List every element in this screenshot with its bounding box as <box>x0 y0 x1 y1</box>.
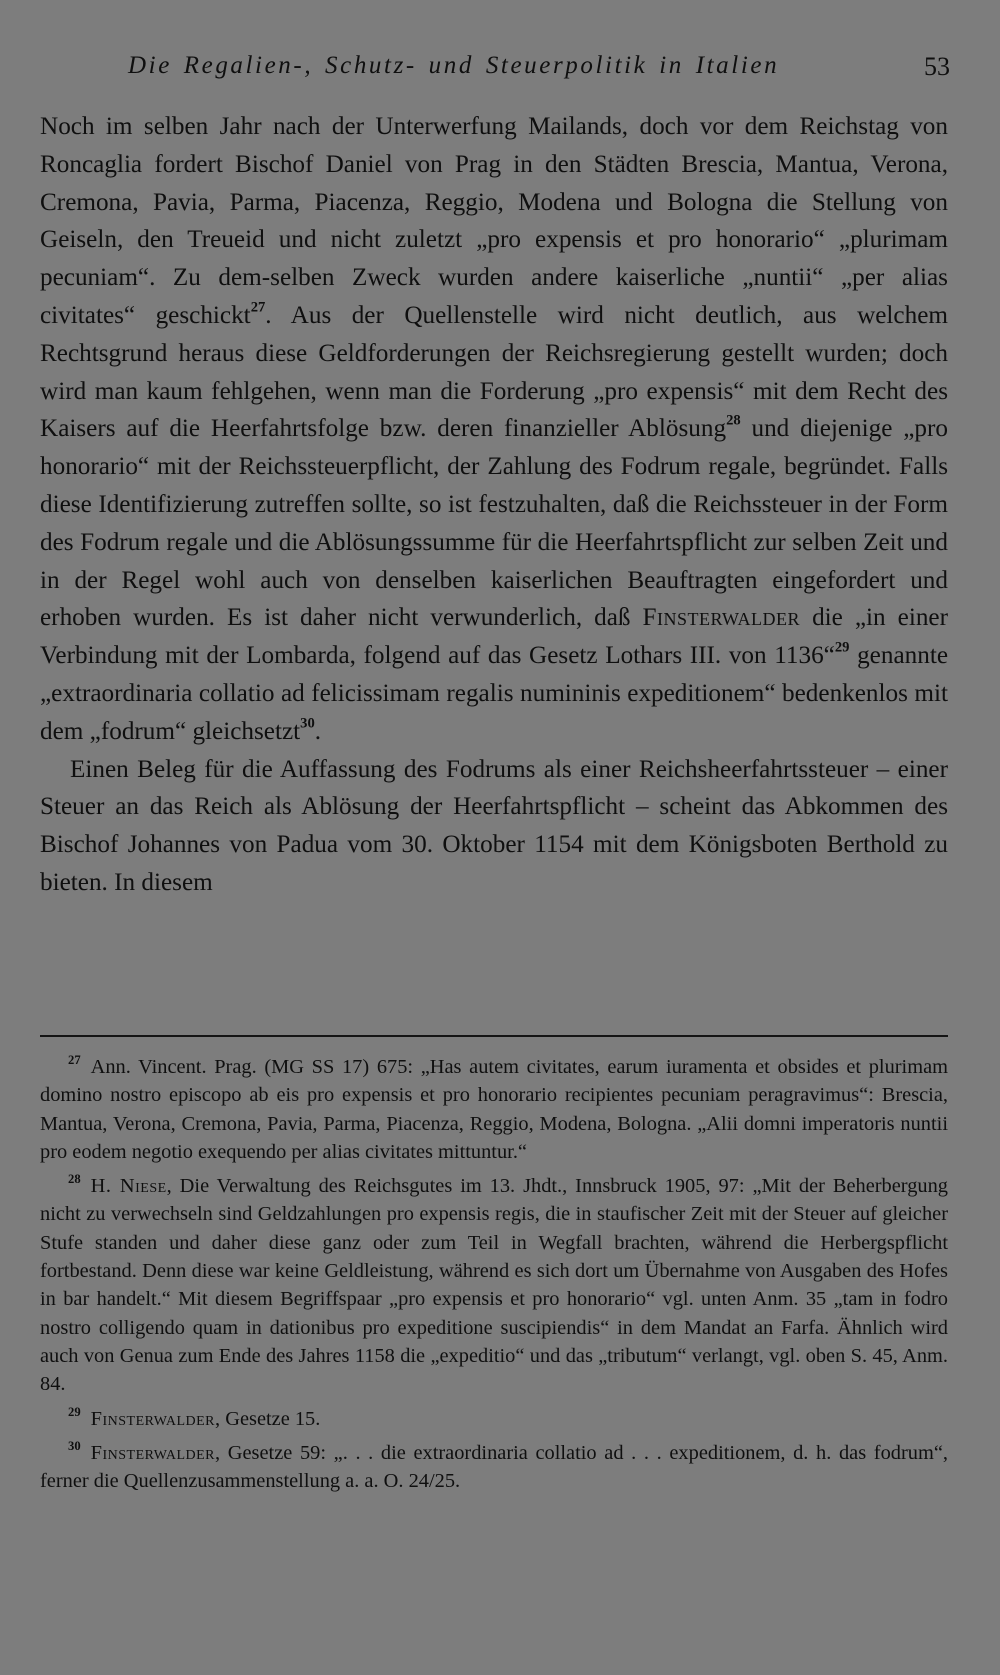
footnote-ref-27[interactable]: 27 <box>250 299 266 316</box>
footnote-ref-28[interactable]: 28 <box>726 412 741 429</box>
text-run: Noch im selben Jahr nach der Unterwerfung Mailands, doch vor dem Reichstag von Roncaglia fordert Bischof Daniel von Prag in den Städten Brescia, Mantua, Verona, Cremona, Pavia, Parma, Piacenza, Reggio, Modena und Bologna die Stellung von Geiseln, den Treueid und nicht zuletzt „pro expensis et pro honorario“ „plurimam pecuniam“. Zu dem-selben Zweck wurden andere kaiserliche „nuntii“ „per alias civitates“ geschickt <box>40 113 948 329</box>
main-text <box>40 108 948 902</box>
paragraph-2: Einen Beleg für die Auffassung des Fodrums als einer Reichsheerfahrtssteuer – einer Steuer an das Reich als Ablösung der Heerfahrtspflicht – scheint das Abkommen des Bischof Johannes von Padua vom 30. Oktober 1154 mit dem Königsboten Berthold zu bieten. In diesem <box>40 755 948 896</box>
footnote-29 <box>40 1405 948 1433</box>
text-run: und diejenige „pro honorario“ mit der Reichssteuerpflicht, der Zahlung des Fodrum regale, begründet. Falls diese Identifizierung zutreffen sollte, so ist festzuhalten, daß die Reichssteuer in der Form des Fodrum regale und die Ablösungssumme für die Heerfahrtspflicht zur selben Zeit und in der Regel wohl auch von denselben kaiserlichen Beauftragten eingefordert und erhoben wurden. Es ist daher nicht verwunderlich, daß <box>40 415 948 632</box>
author-name: H. Niese <box>90 1175 167 1198</box>
footnote-number: 30 <box>68 1439 81 1454</box>
paragraph-1 <box>40 108 948 751</box>
author-name: Finsterwalder <box>90 1407 216 1430</box>
footnote-number: 29 <box>68 1404 81 1419</box>
footnote-text: , Die Verwaltung des Reichsgutes im 13. Jhdt., Innsbruck 1905, 97: „Mit der Beherbergung nicht zu verwechseln sind Geldzahlungen pro expensis regis, die in staufischer Zeit mit der Steuer auf gleicher Stufe standen und daher diese ganz oder zum Teil in Wegfall brachten, während die Herbergspflicht fortbestand. Denn diese war keine Geldleistung, während es sich dort um Übernahme von Ausgaben des Hofes in bar handelt.“ Mit diesem Begriffspaar „pro expensis et pro honorario“ vgl. unten Anm. 35 „tam in fodro nostro colligendo quam in dationibus pro expeditione suscipiendis“ in dem Mandat an Farfa. Ähnlich wird auch von Genua zum Ende des Jahres 1158 die „expeditio“ und das „tributum“ verlangt, vgl. oben S. 45, Anm. 84. <box>40 1175 948 1396</box>
text-run: die „in einer Verbindung mit der Lombarda, folgend auf das Gesetz Lothars III. von 1136“ <box>40 604 948 670</box>
footnote-30 <box>40 1439 948 1496</box>
text-run: . <box>314 717 322 745</box>
text-run: . Aus der Quellenstelle wird nicht deutlich, aus welchem Rechtsgrund heraus diese Geldforderungen der Reichsregierung gestellt wurden; doch wird man kaum fehlgehen, wenn man die Forderung „pro expensis“ mit dem Recht des Kaisers auf die Heerfahrtsfolge bzw. deren finanzieller Ablösung <box>40 301 948 443</box>
author-name: Finsterwalder <box>90 1441 216 1464</box>
footnote-number: 28 <box>68 1172 81 1187</box>
footnote-ref-29[interactable]: 29 <box>834 639 850 656</box>
footnote-text: , Gesetze 59: „. . . die extraordinaria collatio ad . . . expeditionem, d. h. das fodrum“, ferner die Quellenzusammenstellung a. a. O. 24/25. <box>40 1441 948 1493</box>
footnotes <box>40 1053 948 1495</box>
footnote-text: , Gesetze 15. <box>215 1407 321 1430</box>
author-name: Finsterwalder <box>642 604 801 632</box>
page-number: 53 <box>924 52 950 81</box>
footnote-text: Ann. Vincent. Prag. (MG SS 17) 675: „Has autem civitates, earum iuramenta et obsides et plurimam domino nostro episcopo ab eis pro expensis et pro honorario recipientes pecuniam peragravimus“: Brescia, Mantua, Verona, Cremona, Pavia, Parma, Piacenza, Reggio, Modena, Bologna. „Alii domni imperatoris nuntii pro eodem negotio exequendo per alias civitates mittuntur.“ <box>40 1056 948 1163</box>
footnote-ref-30[interactable]: 30 <box>300 715 315 732</box>
footnote-28 <box>40 1172 948 1398</box>
footnote-separator <box>40 1035 948 1037</box>
text-run: genannte „extraordinaria collatio ad felicissimam regalis numininis expeditionem“ bedenkenlos mit dem „fodrum“ gleichsetzt <box>40 642 948 745</box>
footnote-27 <box>40 1053 948 1166</box>
footnote-number: 27 <box>68 1053 81 1068</box>
running-head: Die Regalien-, Schutz- und Steuerpolitik in Italien <box>128 52 780 79</box>
page-header <box>128 52 950 92</box>
